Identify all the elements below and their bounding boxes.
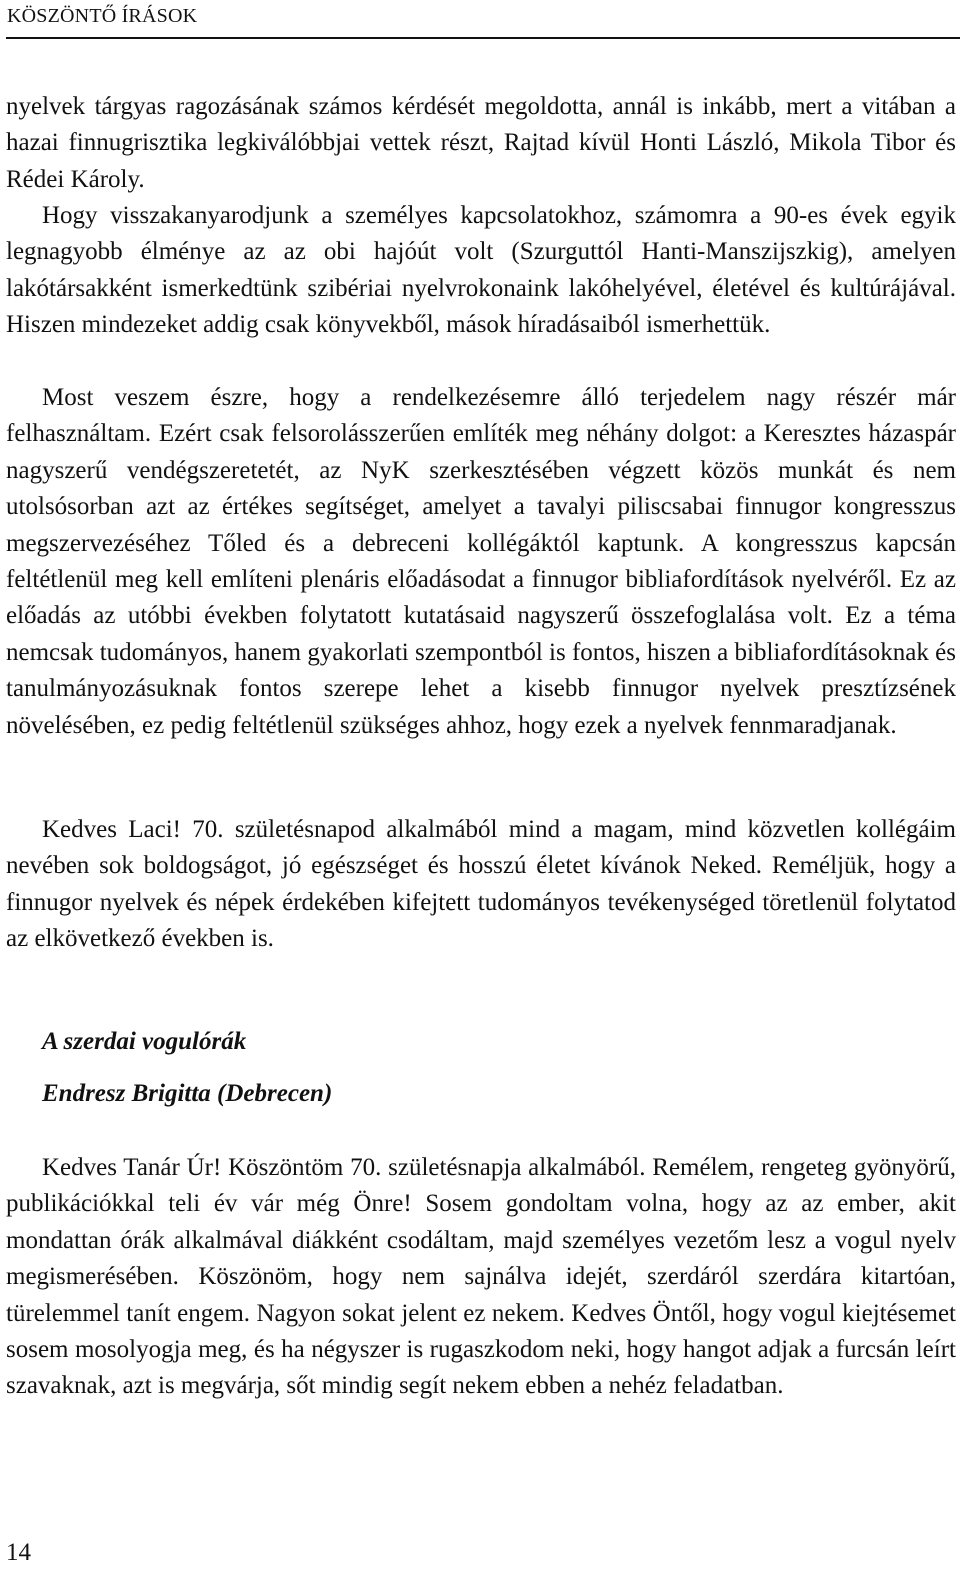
running-header: KÖSZÖNTŐ ÍRÁSOK — [7, 5, 198, 27]
article-body: Kedves Tanár Úr! Köszöntöm 70. születésnapja alkalmából. Remélem, rengeteg gyönyörű, publikációkkal teli év vár még Önre! Sosem gondoltam volna, hogy az az ember, akit mondattan órák alkalmával diákként csodáltam, majd személyes vezetőm lesz a vogul nyelv megismerésében. Köszönöm, hogy nem sajnálva idejét, szerdáról szerdára kitartóan, türelemmel tanít engem. Nagyon sokat jelent ez nekem. Kedves Öntől, hogy vogul kiejtésemet sosem mosolyogja meg, és ha négyszer is rugaszkodom neki, hogy hangot adjak a furcsán leírt szavaknak, azt is megvárja, sőt mindig segít nekem ebben a nehéz feladatban. — [6, 1154, 956, 1400]
article-title: A szerdai vogulórák — [42, 1028, 247, 1055]
paragraph-3: Most veszem észre, hogy a rendelkezésemre álló terjedelem nagy részér már felhasználtam. Ezért csak felsorolásszerűen említék meg néhány dolgot: a Keresztes házaspár nagyszerű vendégszeretetét, az NyK szerkesztésében végzett közös munkát és nem utolsósorban azt az értékes segítséget, amelyet a tavalyi piliscsabai finnugor kongresszus megszervezéséhez Tőled és a debreceni kollégáktól kaptunk. A kongresszus kapcsán feltétlenül meg kell említeni plenáris előadásodat a finnugor bibliafordítások nyelvéről. Ez az előadás az utóbbi években folytatott kutatásaid nagyszerű összefoglalása volt. Ez a téma nemcsak tudományos, hanem gyakorlati szempontból is fontos, hiszen a bibliafordításoknak és tanulmányozásuknak fontos szerepe lehet a kisebb finnugor nyelvek presztízsének növelésében, ez pedig feltétlenül szükséges ahhoz, hogy ezek a nyelvek fennmaradjanak. — [6, 384, 956, 739]
paragraph-4: Kedves Laci! 70. születésnapod alkalmából mind a magam, mind közvetlen kollégáim nevében sok boldogságot, jó egészséget és hosszú életet kívánok Neked. Reméljük, hogy a finnugor nyelvek és népek érdekében kifejtett tudományos tevékenységed töretlenül folytatod az elkövetkező években is. — [6, 816, 956, 953]
header-divider — [6, 37, 960, 39]
paragraph-1: nyelvek tárgyas ragozásának számos kérdését megoldotta, annál is inkább, mert a vitában a hazai finnugrisztika legkiválóbbjai vettek részt, Rajtad kívül Honti László, Mikola Tibor és Rédei Károly. — [6, 93, 956, 193]
paragraph-2: Hogy visszakanyarodjunk a személyes kapcsolatokhoz, számomra a 90-es évek egyik legnagyobb élménye az az obi hajóút volt (Szurguttól Hanti-Manszijszkig), amelyen lakótársakként ismerkedtünk szibériai nyelvrokonaink lakóhelyével, életével és kultúrájával. Hiszen mindezeket addig csak könyvekből, mások híradásaiból ismerhettük. — [6, 202, 956, 339]
page-number: 14 — [6, 1539, 31, 1566]
article-author: Endresz Brigitta (Debrecen) — [42, 1080, 333, 1107]
